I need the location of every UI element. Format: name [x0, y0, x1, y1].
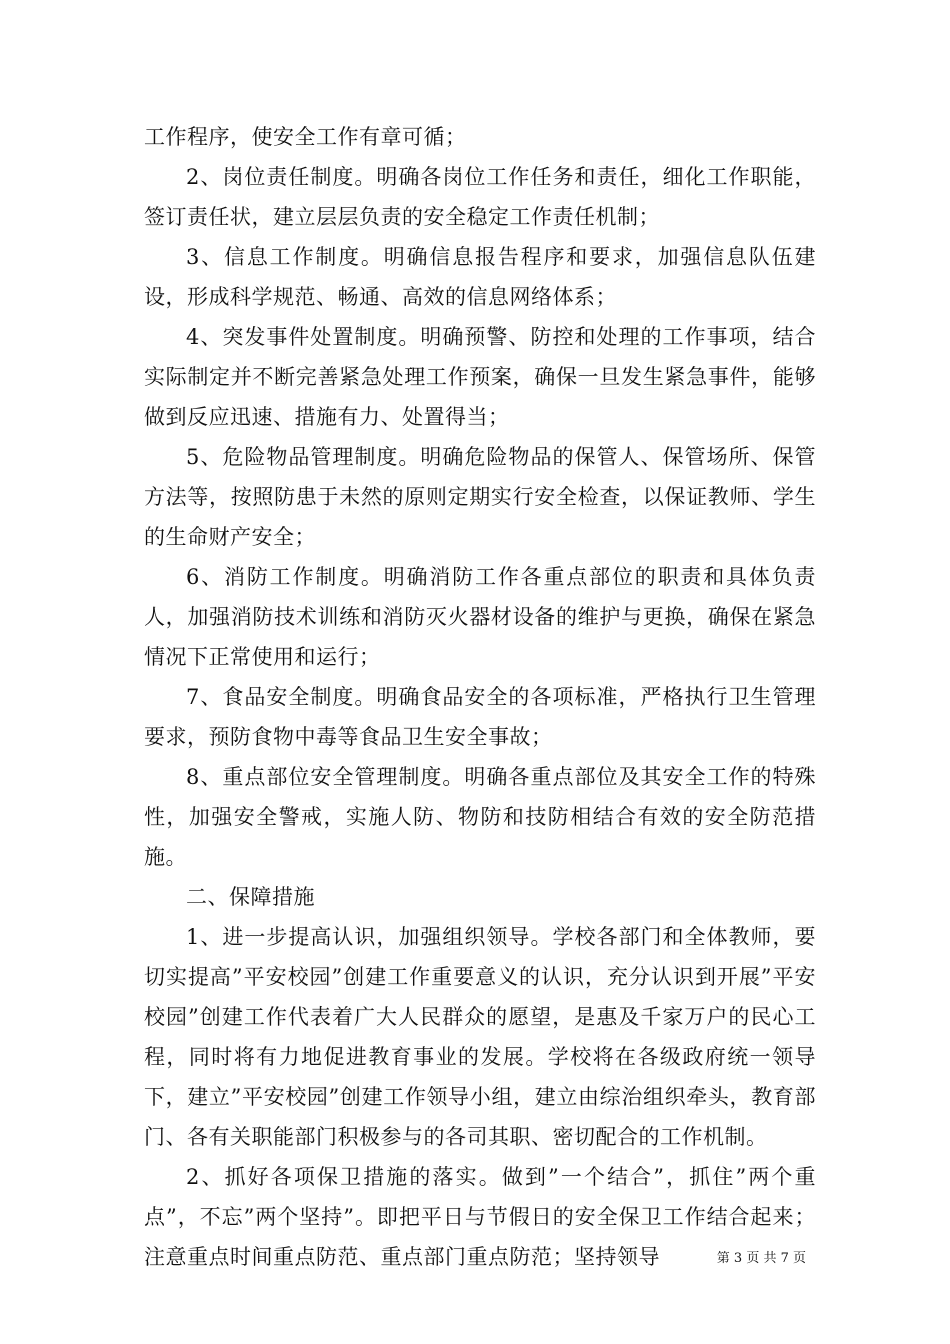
document-body	[144, 117, 816, 1277]
paragraph-item-6: 6、消防工作制度。明确消防工作各重点部位的职责和具体负责人，加强消防技术训练和消防灭火器材设备的维护与更换，确保在紧急情况下正常使用和运行；	[144, 565, 816, 669]
paragraph-item-5: 5、危险物品管理制度。明确危险物品的保管人、保管场所、保管方法等，按照防患于未然的原则定期实行安全检查，以保证教师、学生的生命财产安全；	[144, 445, 816, 549]
paragraph-item-8: 8、重点部位安全管理制度。明确各重点部位及其安全工作的特殊性，加强安全警戒，实施人防、物防和技防相结合有效的安全防范措施。	[144, 765, 816, 869]
paragraph-item-3: 3、信息工作制度。明确信息报告程序和要求，加强信息队伍建设，形成科学规范、畅通、高效的信息网络体系；	[144, 245, 816, 309]
section-heading: 二、保障措施	[186, 885, 315, 909]
paragraph-item-4: 4、突发事件处置制度。明确预警、防控和处理的工作事项，结合实际制定并不断完善紧急处理工作预案，确保一旦发生紧急事件，能够做到反应迅速、措施有力、处置得当；	[144, 325, 816, 429]
paragraph-measure-2: 2、抓好各项保卫措施的落实。做到”一个结合”，抓住”两个重点”，不忘”两个坚持”。即把平日与节假日的安全保卫工作结合起来；注意重点时间重点防范、重点部门重点防范；坚持领导	[144, 1165, 816, 1269]
page-number: 第 3 页 共 7 页	[716, 1251, 806, 1266]
paragraph-continuation: 工作程序，使安全工作有章可循；	[144, 125, 467, 149]
paragraph-item-7: 7、食品安全制度。明确食品安全的各项标准，严格执行卫生管理要求，预防食物中毒等食品卫生安全事故；	[144, 685, 816, 749]
page-footer	[717, 1247, 806, 1266]
paragraph-measure-1: 1、进一步提高认识，加强组织领导。学校各部门和全体教师，要切实提高”平安校园”创建工作重要意义的认识，充分认识到开展”平安校园”创建工作代表着广大人民群众的愿望，是惠及千家万户的民心工程，同时将有力地促进教育事业的发展。学校将在各级政府统一领导下，建立”平安校园”创建工作领导小组，建立由综治组织牵头，教育部门、各有关职能部门积极参与的各司其职、密切配合的工作机制。	[144, 925, 816, 1149]
paragraph-item-2: 2、岗位责任制度。明确各岗位工作任务和责任，细化工作职能，签订责任状，建立层层负责的安全稳定工作责任机制；	[144, 165, 816, 229]
